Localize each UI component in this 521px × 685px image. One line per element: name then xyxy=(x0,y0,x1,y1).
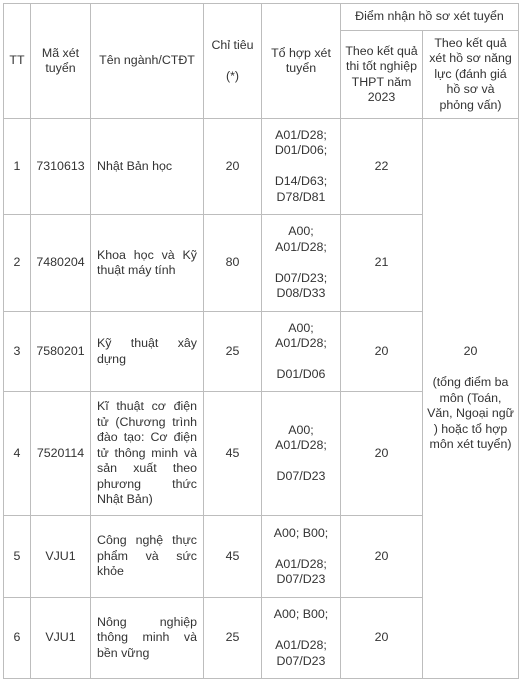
cell-tohop: A00; A01/D28; D07/D23; D08/D33 xyxy=(262,215,341,312)
cell-thpt: 20 xyxy=(341,516,423,598)
cell-tohop: A00; B00; A01/D28; D07/D23 xyxy=(262,598,341,679)
header-ma: Mã xét tuyển xyxy=(31,4,91,119)
cell-tohop: A01/D28; D01/D06; D14/D63; D78/D81 xyxy=(262,119,341,215)
cell-tt: 4 xyxy=(4,392,31,516)
cell-ma: 7310613 xyxy=(31,119,91,215)
header-tt: TT xyxy=(4,4,31,119)
cell-thpt: 22 xyxy=(341,119,423,215)
cell-tt: 3 xyxy=(4,312,31,392)
cell-chitieu: 45 xyxy=(204,516,262,598)
cell-ten: Khoa học và Kỹ thuật máy tính xyxy=(91,215,204,312)
header-chitieu: Chỉ tiêu (*) xyxy=(204,4,262,119)
cell-ten: Kĩ thuật cơ điện tử (Chương trình đào tạo: Cơ điện tử thông minh và sản xuất theo phương thức Nhật Bản) xyxy=(91,392,204,516)
cell-ten: Kỹ thuật xây dựng xyxy=(91,312,204,392)
cell-ten: Nông nghiệp thông minh và bền vững xyxy=(91,598,204,679)
cell-ten: Nhật Bản học xyxy=(91,119,204,215)
cell-chitieu: 20 xyxy=(204,119,262,215)
cell-tt: 6 xyxy=(4,598,31,679)
cell-chitieu: 80 xyxy=(204,215,262,312)
cell-thpt: 20 xyxy=(341,392,423,516)
cell-tt: 2 xyxy=(4,215,31,312)
header-nangluc: Theo kết quả xét hồ sơ năng lực (đánh giá hồ sơ và phỏng vấn) xyxy=(423,31,519,119)
header-ten: Tên ngành/CTĐT xyxy=(91,4,204,119)
cell-thpt: 20 xyxy=(341,312,423,392)
table-row xyxy=(4,119,519,215)
header-row-1 xyxy=(4,4,519,31)
cell-chitieu: 25 xyxy=(204,598,262,679)
cell-tohop: A00; B00; A01/D28; D07/D23 xyxy=(262,516,341,598)
cell-nangluc: 20 (tổng điểm ba môn (Toán, Văn, Ngoại ngữ ) hoặc tổ hợp môn xét tuyển) xyxy=(423,119,519,679)
cell-thpt: 21 xyxy=(341,215,423,312)
cell-chitieu: 25 xyxy=(204,312,262,392)
cell-ma: VJU1 xyxy=(31,516,91,598)
header-thpt: Theo kết quả thi tốt nghiệp THPT năm 2023 xyxy=(341,31,423,119)
cell-ma: 7520114 xyxy=(31,392,91,516)
cell-tt: 1 xyxy=(4,119,31,215)
cell-chitieu: 45 xyxy=(204,392,262,516)
cell-ma: VJU1 xyxy=(31,598,91,679)
cell-tohop: A00; A01/D28; D07/D23 xyxy=(262,392,341,516)
cell-ma: 7580201 xyxy=(31,312,91,392)
header-diem: Điểm nhận hồ sơ xét tuyển xyxy=(341,4,519,31)
cell-tt: 5 xyxy=(4,516,31,598)
cell-tohop: A00; A01/D28; D01/D06 xyxy=(262,312,341,392)
cell-ma: 7480204 xyxy=(31,215,91,312)
header-tohop: Tổ hợp xét tuyển xyxy=(262,4,341,119)
cell-ten: Công nghệ thực phẩm và sức khỏe xyxy=(91,516,204,598)
admission-table xyxy=(3,3,519,679)
cell-thpt: 20 xyxy=(341,598,423,679)
